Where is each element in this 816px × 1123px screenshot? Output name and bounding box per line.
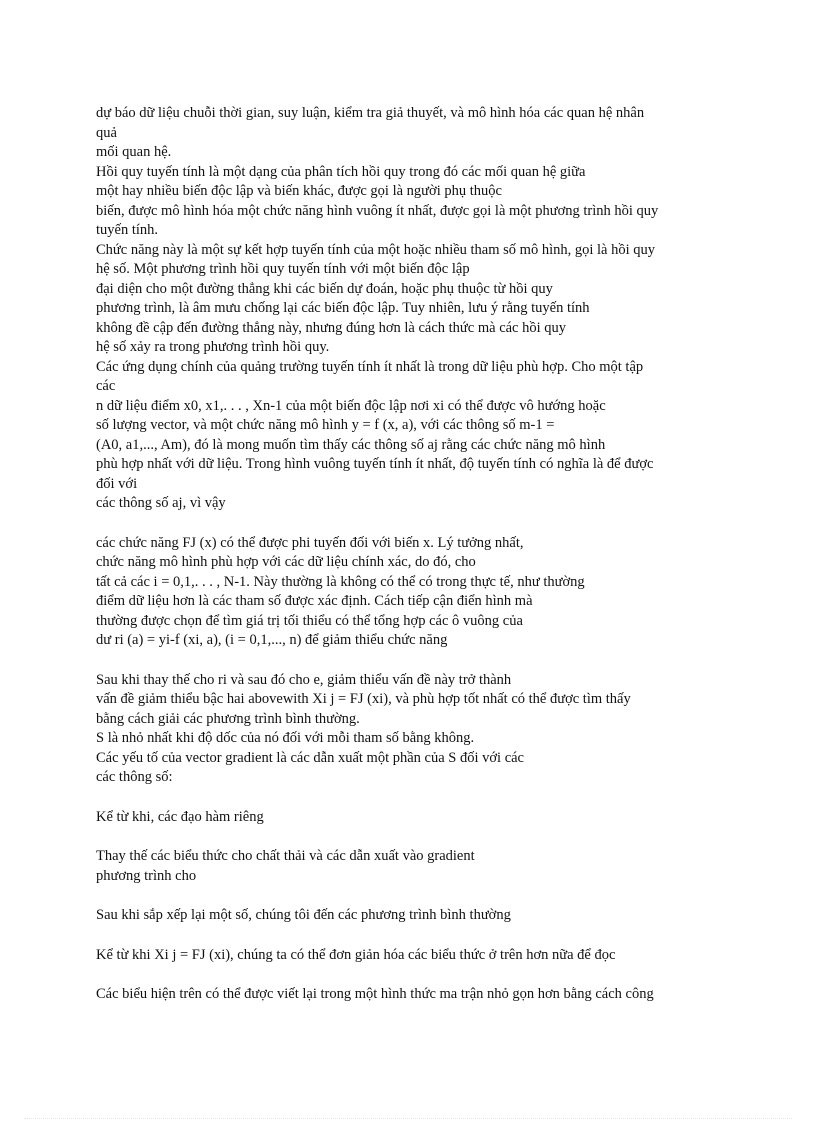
- text-line: điểm dữ liệu hơn là các tham số được xác định. Cách tiếp cận điển hình mà: [96, 593, 533, 609]
- text-line: không đề cập đến đường thẳng này, nhưng đúng hơn là cách thức mà các hồi quy: [96, 319, 567, 336]
- text-line-partial-derivatives: Kể từ khi, các đạo hàm riêng: [96, 808, 264, 825]
- paragraph-group-minimization: [96, 671, 726, 788]
- text-line: dư ri (a) = yi-f (xi, a), (i = 0,1,..., n) để giảm thiểu chức năng: [96, 632, 448, 648]
- text-line: tuyến tính.: [96, 222, 159, 238]
- text-line: mối quan hệ.: [96, 144, 172, 160]
- text-line: hệ số xảy ra trong phương trình hồi quy.: [96, 339, 330, 355]
- document-body: [96, 104, 726, 1005]
- text-line: Thay thế các biểu thức cho chất thải và các dẫn xuất vào gradient: [96, 848, 475, 864]
- text-line: số lượng vector, và một chức năng mô hình y = f (x, a), với các thông số m-1 =: [96, 417, 555, 433]
- text-line: n dữ liệu điểm x0, x1,. . . , Xn-1 của một biến độc lập nơi xi có thể được vô hướng hoặc: [96, 397, 606, 414]
- text-line: S là nhỏ nhất khi độ dốc của nó đối với mỗi tham số bằng không.: [96, 730, 475, 746]
- text-line: phương trình cho: [96, 867, 197, 884]
- text-line: Hồi quy tuyến tính là một dạng của phân tích hồi quy trong đó các mối quan hệ giữa: [96, 163, 586, 180]
- text-line: các thông số:: [96, 769, 173, 785]
- text-line: Các yếu tố của vector gradient là các dẫn xuất một phần của S đối với các: [96, 749, 524, 766]
- text-line: Chức năng này là một sự kết hợp tuyến tính của một hoặc nhiều tham số mô hình, gọi là hồi quy: [96, 241, 655, 258]
- text-line: hệ số. Một phương trình hồi quy tuyến tính với một biến độc lập: [96, 261, 470, 277]
- text-line: biến, được mô hình hóa một chức năng hình vuông ít nhất, được gọi là một phương trình hồi quy: [96, 202, 659, 219]
- paragraph-group-intro: [96, 104, 726, 514]
- paragraph-spacer: [96, 965, 726, 985]
- text-line: một hay nhiều biến độc lập và biến khác, được gọi là người phụ thuộc: [96, 183, 502, 199]
- text-line: Các ứng dụng chính của quảng trường tuyến tính ít nhất là trong dữ liệu phù hợp. Cho một tập: [96, 358, 644, 375]
- paragraph-group-model-functions: [96, 534, 726, 651]
- paragraph-spacer: [96, 926, 726, 946]
- paragraph-spacer: [96, 651, 726, 671]
- paragraph-spacer: [96, 886, 726, 906]
- text-line-simplify: Kể từ khi Xi j = FJ (xi), chúng ta có thể đơn giản hóa các biểu thức ở trên hơn nữa để đọc: [96, 946, 616, 963]
- text-line: bằng cách giải các phương trình bình thường.: [96, 710, 360, 727]
- text-line: tất cả các i = 0,1,. . . , N-1. Này thường là không có thể có trong thực tế, như thường: [96, 573, 585, 590]
- text-line: chức năng mô hình phù hợp với các dữ liệu chính xác, do đó, cho: [96, 554, 476, 570]
- text-line: các chức năng FJ (x) có thể được phi tuyến đối với biến x. Lý tưởng nhất,: [96, 534, 524, 551]
- text-line: các: [96, 378, 116, 394]
- text-line: vấn đề giảm thiểu bậc hai abovewith Xi j = FJ (xi), và phù hợp tốt nhất có thể được tìm thấy: [96, 691, 631, 707]
- text-line: Sau khi thay thế cho ri và sau đó cho e, giảm thiểu vấn đề này trở thành: [96, 671, 512, 688]
- page-bottom-divider: [24, 1118, 792, 1119]
- text-line: (A0, a1,..., Am), đó là mong muốn tìm thấy các thông số aj rằng các chức năng mô hình: [96, 436, 606, 453]
- paragraph-spacer: [96, 827, 726, 847]
- text-line: đại diện cho một đường thẳng khi các biến dự đoán, hoặc phụ thuộc từ hồi quy: [96, 280, 553, 297]
- text-line: thường được chọn để tìm giá trị tối thiểu có thể tổng hợp các ô vuông của: [96, 612, 523, 629]
- text-line: dự báo dữ liệu chuỗi thời gian, suy luận, kiểm tra giả thuyết, và mô hình hóa các quan hệ nhân: [96, 105, 645, 121]
- text-line: đối với: [96, 475, 138, 492]
- text-line-matrix-form: Các biểu hiện trên có thể được viết lại trong một hình thức ma trận nhỏ gọn hơn bằng cách công: [96, 986, 654, 1002]
- text-line-normal-equations: Sau khi sắp xếp lại một số, chúng tôi đến các phương trình bình thường: [96, 907, 511, 923]
- text-line: phương trình, là âm mưu chống lại các biến độc lập. Tuy nhiên, lưu ý rằng tuyến tính: [96, 300, 590, 316]
- paragraph-group-gradient: [96, 847, 726, 886]
- text-line: quả: [96, 124, 117, 141]
- text-line: phù hợp nhất với dữ liệu. Trong hình vuông tuyến tính ít nhất, độ tuyến tính có nghĩa là để được: [96, 456, 654, 472]
- paragraph-spacer: [96, 788, 726, 808]
- paragraph-spacer: [96, 514, 726, 534]
- text-line: các thông số aj, vì vậy: [96, 495, 226, 511]
